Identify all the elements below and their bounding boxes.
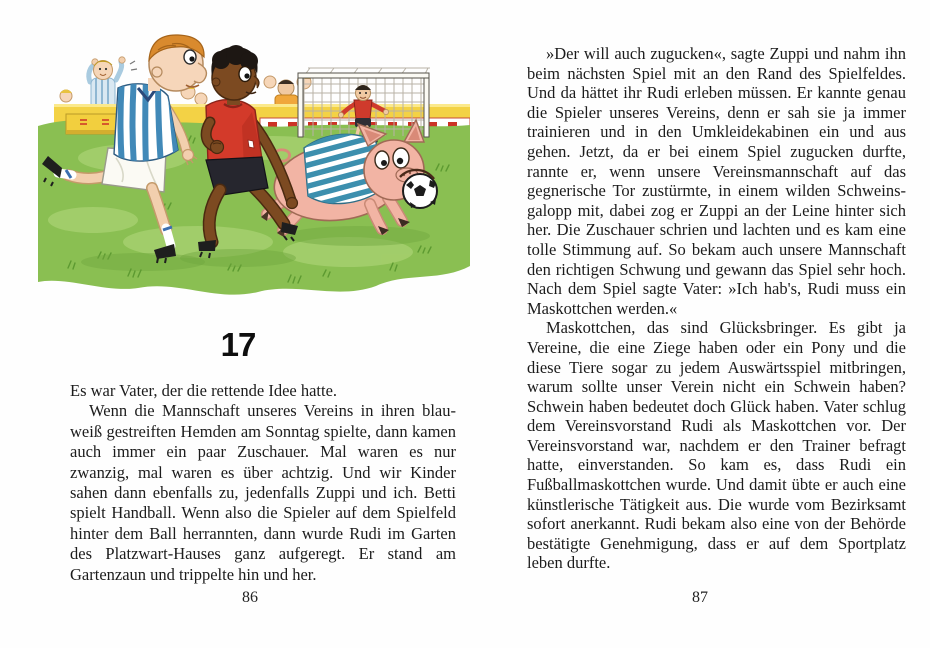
page-number-right: 87	[692, 589, 708, 606]
paragraph: »Der will auch zugucken«, sagte Zuppi und nahm ihn beim nächsten Spiel mit an den Rand des Spielfeldes. Und da hättet ihr Rudi erleben müssen. Er kannte genau die Spieler unseres Vereins, denn er sah sie ja immer trainieren und in den Umkleidekabinen ein und aus gehen. Jetzt, da er bei einem Spiel zugucken durfte, rannte er, wenn unsere Vereinsmannschaft auf das gegnerische Tor zustürmte, in einem wilden Schweinsgalopp mit, dabei zog er Zuppi an der Leine hinter sich her. Die Zuschauer schrien und lachten und es kam eine tolle Stimmung auf. So bekam auch unsere Mannschaft den richtigen Schwung und gewann das Spiel sehr hoch. Nach dem Spiel sagte Vater: »Ich hab's, Rudi muss ein Maskottchen werden.«	[527, 44, 906, 318]
right-page-text	[527, 44, 906, 573]
page-number-left: 86	[242, 589, 258, 606]
chapter-heading: 17	[220, 326, 256, 363]
left-page-text	[70, 381, 456, 585]
paragraph: Wenn die Mannschaft unseres Vereins in ihren blau-weiß gestreiften Hemden am Sonntag spielte, dann kamen auch immer ein paar Zuschauer. Mal waren es nur zwanzig, mal waren es über achtzig. Und wir Kinder sahen dann ebenfalls zu, jedenfalls Zuppi und ich. Betti spielt Handball. Wenn also die Spieler auf dem Spielfeld hinter dem Ball herrannten, dann wurde Rudi im Garten des Platzwart-Hauses ganz aufgeregt. Er stand am Gartenzaun und trippelte hin und her.	[70, 401, 456, 584]
paragraph: Es war Vater, der die rettende Idee hatte.	[70, 381, 338, 400]
soccer-ball	[403, 174, 437, 208]
chapter-illustration	[38, 30, 470, 312]
paragraph: Maskottchen, das sind Glücksbringer. Es gibt ja Vereine, die eine Ziege haben oder ein Pony und die diese Tiere sogar zu jedem Auswärtsspiel mitbringen, warum sollte unser Verein nicht ein Schwein haben? Schwein haben bedeutet doch Glück haben. Vater schlug dem Vereinsvorstand Rudi als Maskottchen vor. Der Vereinsvorstand war, nachdem er den Trainer befragt hatte, einverstanden. So kam es, dass Rudi ein Fußballmaskottchen wurde. Und damit übte er auch eine künstlerische Tätigkeit aus. Die wurde vom Bezirksamt sofort anerkannt. Rudi bekam also eine von der Behörde bestätigte Genehmigung, dass er auf dem Sportplatz leben durfte.	[527, 318, 906, 573]
